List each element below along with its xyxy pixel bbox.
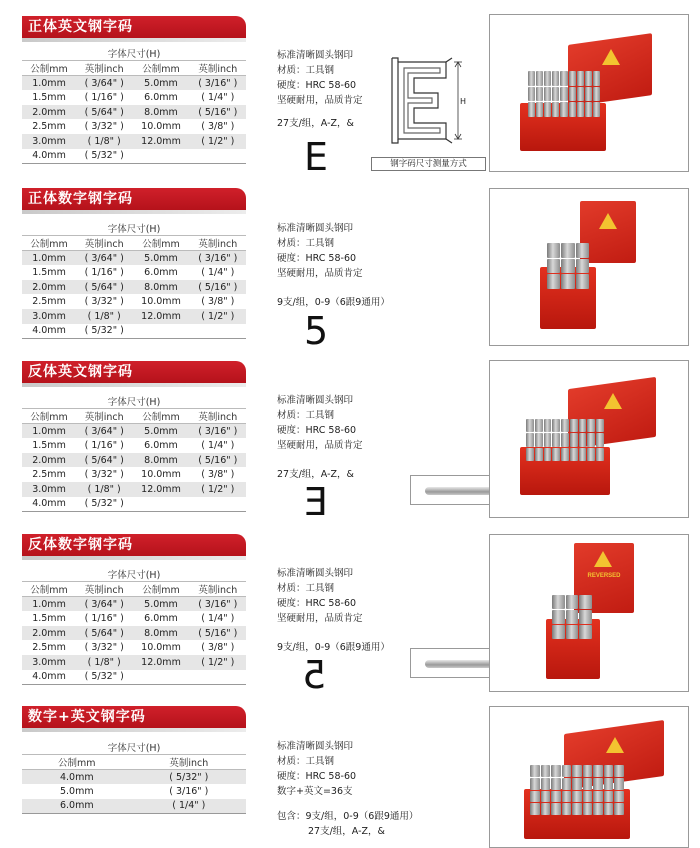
size-header: 字体尺寸(H)	[22, 740, 246, 755]
table-row	[22, 438, 246, 453]
cell: 12.0mm	[132, 309, 189, 324]
cell: ( 3/16" )	[190, 424, 246, 439]
cell: 6.0mm	[132, 90, 189, 105]
cell: 5.0mm	[132, 251, 189, 266]
col-inch: 英制inch	[190, 61, 246, 76]
cell: 1.5mm	[22, 265, 76, 280]
desc-line: 标准清晰圆头钢印	[277, 50, 354, 61]
col-inch: 英制inch	[76, 236, 132, 251]
desc-line: 坚硬耐用，品质肯定	[277, 613, 363, 624]
cell: ( 5/32" )	[76, 670, 132, 685]
set-info: 27支/组，A-Z，&	[277, 469, 354, 480]
product-photo	[489, 534, 689, 692]
size-header: 字体尺寸(H)	[22, 567, 246, 582]
diagram-h-label: H	[460, 97, 467, 106]
include-item: 27支/组，A-Z，&	[308, 826, 385, 837]
cell: 8.0mm	[132, 453, 189, 468]
cell: ( 3/64" )	[76, 76, 132, 91]
mirrored-char: 5	[302, 653, 327, 697]
cell: 12.0mm	[132, 134, 189, 149]
cell: 3.0mm	[22, 134, 76, 149]
cell: ( 3/32" )	[76, 640, 132, 655]
table-row	[22, 149, 246, 164]
brand-logo-icon	[599, 213, 617, 229]
cell: 1.0mm	[22, 251, 76, 266]
desc-line: 标准清晰圆头钢印	[277, 568, 354, 579]
col-mm: 公制mm	[132, 409, 189, 424]
cell	[132, 497, 189, 512]
stamp-set	[552, 595, 592, 639]
cell: 10.0mm	[132, 467, 189, 482]
size-header: 字体尺寸(H)	[22, 221, 246, 236]
desc-line: 标准清晰圆头钢印	[277, 395, 354, 406]
cell: 2.0mm	[22, 453, 76, 468]
measurement-diagram	[368, 56, 483, 171]
cell: ( 3/16" )	[190, 597, 246, 612]
desc-line: 数字+英文=36支	[277, 786, 353, 797]
cell	[132, 324, 189, 339]
cell: 6.0mm	[132, 611, 189, 626]
cell: 2.5mm	[22, 294, 76, 309]
product-photo	[489, 188, 689, 346]
table-row	[22, 105, 246, 120]
cell: 2.5mm	[22, 119, 76, 134]
table-row	[22, 799, 246, 814]
cell: 5.0mm	[132, 597, 189, 612]
cell: 8.0mm	[132, 280, 189, 295]
size-table	[22, 221, 246, 339]
cell: 1.5mm	[22, 438, 76, 453]
desc-line: 材质：工具钢	[277, 583, 335, 594]
desc-line: 材质：工具钢	[277, 238, 335, 249]
cell: 1.5mm	[22, 90, 76, 105]
table-row	[22, 655, 246, 670]
cell: 4.0mm	[22, 770, 132, 785]
stamp-set	[528, 71, 600, 117]
col-inch: 英制inch	[132, 755, 246, 770]
col-inch: 英制inch	[190, 582, 246, 597]
cell: ( 1/16" )	[76, 611, 132, 626]
desc-line: 硬度：HRC 58-60	[277, 253, 357, 264]
col-inch: 英制inch	[190, 409, 246, 424]
cell: ( 1/4" )	[190, 90, 246, 105]
table-row	[22, 280, 246, 295]
cell: ( 5/32" )	[76, 497, 132, 512]
cell: ( 5/64" )	[76, 626, 132, 641]
table-row	[22, 453, 246, 468]
cell: ( 1/2" )	[190, 134, 246, 149]
cell: 6.0mm	[132, 438, 189, 453]
desc-line: 坚硬耐用，品质肯定	[277, 268, 363, 279]
cell: ( 5/16" )	[190, 453, 246, 468]
cell: 4.0mm	[22, 497, 76, 512]
cell: ( 5/16" )	[190, 105, 246, 120]
col-mm: 公制mm	[22, 409, 76, 424]
table-row	[22, 640, 246, 655]
cell	[190, 324, 246, 339]
mirrored-char: E	[304, 480, 329, 524]
cell: ( 3/32" )	[76, 119, 132, 134]
table-row	[22, 251, 246, 266]
cell: ( 3/16" )	[190, 251, 246, 266]
size-table	[22, 46, 246, 164]
desc-line: 硬度：HRC 58-60	[277, 598, 357, 609]
cell: ( 3/8" )	[190, 467, 246, 482]
cell: 12.0mm	[132, 655, 189, 670]
cell: 12.0mm	[132, 482, 189, 497]
col-mm: 公制mm	[22, 582, 76, 597]
cell: 3.0mm	[22, 309, 76, 324]
table-row	[22, 309, 246, 324]
cell: ( 1/2" )	[190, 309, 246, 324]
cell: 2.0mm	[22, 280, 76, 295]
table-row	[22, 76, 246, 91]
section-title: 正体数字钢字码	[22, 188, 246, 210]
cell: ( 3/64" )	[76, 597, 132, 612]
table-row	[22, 294, 246, 309]
cell: 6.0mm	[22, 799, 132, 814]
product-photo	[489, 360, 689, 518]
cell: 3.0mm	[22, 655, 76, 670]
table-row	[22, 265, 246, 280]
table-row	[22, 611, 246, 626]
brand-logo-icon	[602, 49, 620, 65]
section-title: 反体数字钢字码	[22, 534, 246, 556]
section-title: 数字+英文钢字码	[22, 706, 246, 728]
cell: ( 1/8" )	[76, 655, 132, 670]
section-title: 正体英文钢字码	[22, 16, 246, 38]
cell: 2.0mm	[22, 626, 76, 641]
col-inch: 英制inch	[76, 61, 132, 76]
section-title: 反体英文钢字码	[22, 361, 246, 383]
cell: ( 3/64" )	[76, 424, 132, 439]
col-mm: 公制mm	[132, 236, 189, 251]
cell: 1.0mm	[22, 424, 76, 439]
desc-line: 标准清晰圆头钢印	[277, 741, 354, 752]
sample-char: E	[304, 135, 329, 179]
col-inch: 英制inch	[190, 236, 246, 251]
desc-line: 硬度：HRC 58-60	[277, 425, 357, 436]
cell: 2.5mm	[22, 640, 76, 655]
product-photo	[489, 14, 689, 172]
table-row	[22, 324, 246, 339]
cell: 4.0mm	[22, 149, 76, 164]
cell: 5.0mm	[132, 76, 189, 91]
cell	[132, 670, 189, 685]
cell: 3.0mm	[22, 482, 76, 497]
cell: ( 1/2" )	[190, 482, 246, 497]
cell: ( 3/8" )	[190, 294, 246, 309]
cell: ( 1/16" )	[76, 90, 132, 105]
cell	[190, 670, 246, 685]
product-description	[277, 393, 363, 482]
cell: ( 1/4" )	[190, 265, 246, 280]
include-item: 9支/组，0-9（6跟9通用）	[305, 811, 419, 822]
col-mm: 公制mm	[22, 755, 132, 770]
col-mm: 公制mm	[132, 61, 189, 76]
size-header: 字体尺寸(H)	[22, 394, 246, 409]
product-description	[277, 221, 390, 310]
cell: 1.0mm	[22, 76, 76, 91]
reversed-label: REVERSED	[587, 573, 621, 579]
cell: ( 3/32" )	[76, 294, 132, 309]
cell: ( 1/4" )	[132, 799, 246, 814]
set-info: 9支/组，0-9（6跟9通用）	[277, 642, 390, 653]
product-description	[277, 739, 418, 839]
cell: ( 1/16" )	[76, 265, 132, 280]
desc-line: 坚硬耐用，品质肯定	[277, 95, 363, 106]
cell: ( 1/8" )	[76, 482, 132, 497]
brand-logo-icon	[594, 551, 612, 567]
desc-line: 材质：工具钢	[277, 410, 335, 421]
desc-line: 材质：工具钢	[277, 65, 335, 76]
table-row	[22, 497, 246, 512]
product-description	[277, 48, 363, 131]
cell: ( 1/16" )	[76, 438, 132, 453]
cell: 10.0mm	[132, 119, 189, 134]
cell: ( 5/64" )	[76, 105, 132, 120]
sample-char-reversed	[302, 653, 327, 697]
cell: 10.0mm	[132, 294, 189, 309]
include-label: 包含：	[277, 811, 306, 822]
size-table	[22, 740, 246, 814]
table-row	[22, 467, 246, 482]
cell: ( 1/8" )	[76, 309, 132, 324]
table-row	[22, 770, 246, 785]
set-info: 27支/组，A-Z，&	[277, 118, 354, 129]
cell	[190, 149, 246, 164]
cell: 1.5mm	[22, 611, 76, 626]
table-row	[22, 670, 246, 685]
cell: ( 5/64" )	[76, 280, 132, 295]
cell: ( 1/2" )	[190, 655, 246, 670]
product-photo	[489, 706, 689, 848]
cell: 5.0mm	[132, 424, 189, 439]
size-table	[22, 567, 246, 685]
desc-line: 材质：工具钢	[277, 756, 335, 767]
set-info: 9支/组，0-9（6跟9通用）	[277, 297, 390, 308]
cell: 5.0mm	[22, 784, 132, 799]
col-mm: 公制mm	[132, 582, 189, 597]
table-row	[22, 626, 246, 641]
table-row	[22, 784, 246, 799]
sample-char: 5	[304, 309, 329, 353]
cell: 2.0mm	[22, 105, 76, 120]
desc-line: 标准清晰圆头钢印	[277, 223, 354, 234]
desc-line: 坚硬耐用，品质肯定	[277, 440, 363, 451]
cell: ( 1/4" )	[190, 438, 246, 453]
cell: ( 5/32" )	[76, 324, 132, 339]
cell: 10.0mm	[132, 640, 189, 655]
cell	[132, 149, 189, 164]
cell: ( 3/16" )	[190, 76, 246, 91]
cell: ( 5/16" )	[190, 626, 246, 641]
desc-line: 硬度：HRC 58-60	[277, 80, 357, 91]
table-row	[22, 119, 246, 134]
cell: ( 5/32" )	[76, 149, 132, 164]
table-row	[22, 424, 246, 439]
cell: ( 1/8" )	[76, 134, 132, 149]
cell: ( 3/8" )	[190, 640, 246, 655]
product-description	[277, 566, 390, 655]
col-inch: 英制inch	[76, 582, 132, 597]
table-row	[22, 134, 246, 149]
cell: 2.5mm	[22, 467, 76, 482]
cell: ( 5/64" )	[76, 453, 132, 468]
stamp-set	[530, 765, 624, 815]
table-row	[22, 482, 246, 497]
cell: ( 5/32" )	[132, 770, 246, 785]
cell: ( 5/16" )	[190, 280, 246, 295]
col-inch: 英制inch	[76, 409, 132, 424]
cell: 4.0mm	[22, 324, 76, 339]
table-row	[22, 90, 246, 105]
cell: 8.0mm	[132, 626, 189, 641]
cell: ( 3/16" )	[132, 784, 246, 799]
stamp-set	[547, 243, 589, 289]
table-row	[22, 597, 246, 612]
stamp-set	[526, 419, 604, 461]
cell: ( 3/64" )	[76, 251, 132, 266]
brand-logo-icon	[604, 393, 622, 409]
col-mm: 公制mm	[22, 236, 76, 251]
sample-char-reversed	[304, 480, 329, 524]
diagram-caption: 钢字码尺寸测量方式	[371, 157, 486, 171]
cell: ( 3/8" )	[190, 119, 246, 134]
cell	[190, 497, 246, 512]
cell: 1.0mm	[22, 597, 76, 612]
cell: ( 3/32" )	[76, 467, 132, 482]
size-header: 字体尺寸(H)	[22, 46, 246, 61]
desc-line: 硬度：HRC 58-60	[277, 771, 357, 782]
cell: 8.0mm	[132, 105, 189, 120]
size-table	[22, 394, 246, 512]
brand-logo-icon	[606, 737, 624, 753]
col-mm: 公制mm	[22, 61, 76, 76]
cell: 6.0mm	[132, 265, 189, 280]
cell: 4.0mm	[22, 670, 76, 685]
cell: ( 1/4" )	[190, 611, 246, 626]
